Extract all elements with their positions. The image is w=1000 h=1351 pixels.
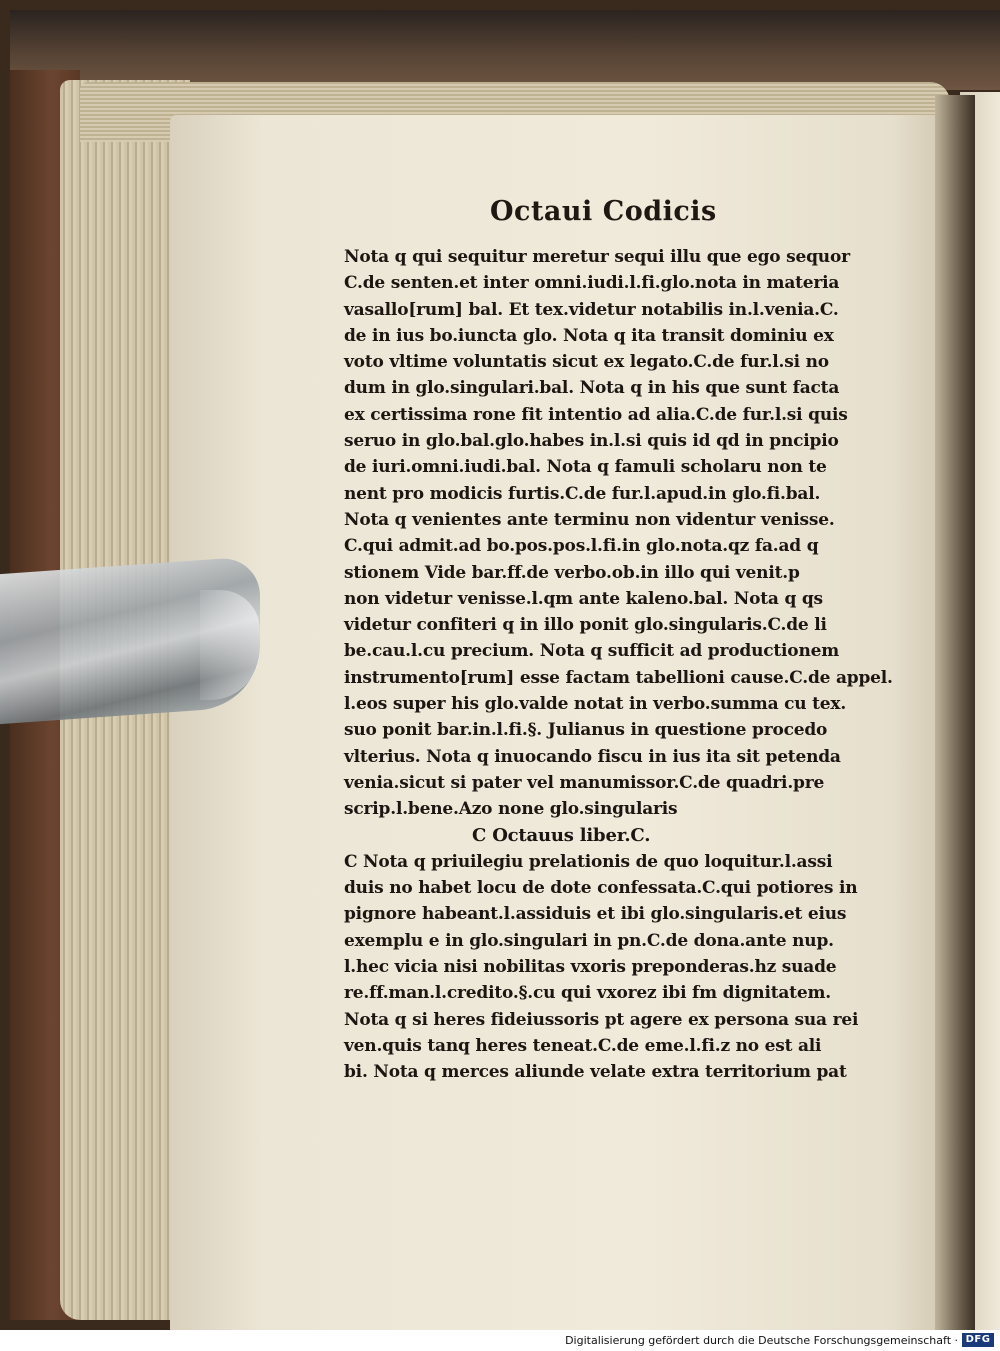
text-line: suo ponit bar.in.l.fi.§. Julianus in questione procedo — [344, 720, 828, 741]
text-line: non videtur venisse.l.qm ante kaleno.bal. Nota q qs — [344, 588, 823, 609]
text-line: scrip.l.bene.Azo none glo.singularis — [344, 799, 678, 820]
text-line: l.eos super his glo.valde notat in verbo.summa cu tex. — [344, 694, 847, 715]
text-line: l.hec vicia nisi nobilitas vxoris preponderas.hz suade — [344, 957, 837, 978]
text-line: exemplu e in glo.singulari in pn.C.de dona.ante nup. — [344, 930, 834, 951]
text-line: C Nota q priuilegiu prelationis de quo loquitur.l.assi — [344, 851, 833, 872]
text-line: bi. Nota q merces aliunde velate extra territorium pat — [344, 1062, 847, 1083]
running-head: Octaui Codicis — [490, 196, 717, 227]
dfg-logo: DFG — [962, 1333, 994, 1347]
credit-bar — [0, 1330, 1000, 1351]
text-line: dum in glo.singulari.bal. Nota q in his que sunt facta — [344, 378, 840, 399]
text-column — [344, 244, 904, 1086]
text-line: vasallo[rum] bal. Et tex.videtur notabilis in.l.venia.C. — [344, 299, 839, 320]
text-line: C.qui admit.ad bo.pos.pos.l.fi.in glo.nota.qz fa.ad q — [344, 536, 819, 557]
text-line: stionem Vide bar.ff.de verbo.ob.in illo qui venit.p — [344, 562, 800, 583]
text-line: re.ff.man.l.credito.§.cu qui vxorez ibi fm dignitatem. — [344, 983, 831, 1004]
text-line: nent pro modicis furtis.C.de fur.l.apud.in glo.fi.bal. — [344, 483, 821, 504]
text-line: Nota q venientes ante terminu non videntur venisse. — [344, 509, 835, 530]
text-line: ven.quis tanq heres teneat.C.de eme.l.fi.z no est ali — [344, 1035, 822, 1056]
funding-credit: Digitalisierung gefördert durch die Deutsche Forschungsgemeinschaft · — [565, 1334, 958, 1347]
text-line: duis no habet locu de dote confessata.C.qui potiores in — [344, 878, 858, 899]
text-line: Nota q si heres fideiussoris pt agere ex persona sua rei — [344, 1009, 859, 1030]
book-board-top — [10, 10, 1000, 90]
text-line: be.cau.l.cu precium. Nota q sufficit ad productionem — [344, 641, 840, 662]
text-line: voto vltime voluntatis sicut ex legato.C.de fur.l.si no — [344, 352, 829, 373]
page-gutter — [935, 95, 975, 1330]
text-line: C.de senten.et inter omni.iudi.l.fi.glo.nota in materia — [344, 273, 840, 294]
text-line: Nota q qui sequitur meretur sequi illu que ego sequor — [344, 247, 850, 267]
text-line: videtur confiteri q in illo ponit glo.singularis.C.de li — [344, 615, 827, 636]
text-line: seruo in glo.bal.glo.habes in.l.si quis id qd in pncipio — [344, 431, 839, 452]
text-line: de iuri.omni.iudi.bal. Nota q famuli scholaru non te — [344, 457, 827, 478]
text-line: pignore habeant.l.assiduis et ibi glo.singularis.et eius — [344, 904, 847, 925]
section-heading: C Octauus liber.C. — [472, 824, 651, 846]
text-line: ex certissima rone fit intentio ad alia.C.de fur.l.si quis — [344, 404, 848, 425]
text-line: de in ius bo.iuncta glo. Nota q ita transit dominiu ex — [344, 325, 834, 346]
text-line: instrumento[rum] esse factam tabellioni cause.C.de appel. — [344, 667, 893, 688]
text-line: vlterius. Nota q inuocando fiscu in ius ita sit petenda — [344, 746, 841, 767]
text-line: venia.sicut si pater vel manumissor.C.de quadri.pre — [344, 772, 825, 793]
